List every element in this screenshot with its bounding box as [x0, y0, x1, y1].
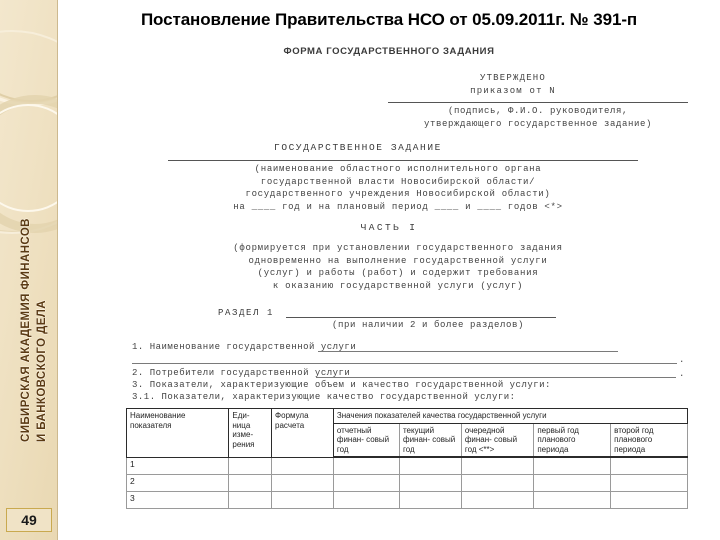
- table-row: [127, 457, 688, 475]
- table-header-group: Значения показателей качества государственной услуги: [333, 409, 687, 424]
- form-heading: ФОРМА ГОСУДАРСТВЕННОГО ЗАДАНИЯ: [283, 46, 495, 57]
- table-subheader-plan-year-2: второй год планового периода: [611, 423, 688, 457]
- section-rule: [286, 317, 556, 318]
- signature-caption-line-2: утверждающего государственное задание): [423, 118, 653, 129]
- state-task-caption-line-2: государственной власти Новосибирской области/: [260, 176, 536, 187]
- table-cell: [399, 475, 461, 492]
- table-header-name: Наименование показателя: [127, 409, 229, 458]
- table-subheader-next-year: очередной финан- совый год <**>: [461, 423, 534, 457]
- table-header-unit: Еди- ница изме- рения: [229, 409, 272, 458]
- table-cell: [611, 492, 688, 509]
- list-item: 3.1. Показатели, характеризующие качество государственной услуги:: [132, 392, 516, 402]
- fill-period-2: .: [679, 369, 685, 379]
- table-row: [127, 492, 688, 509]
- list-item: 1. Наименование государственной услуги: [132, 342, 357, 352]
- state-task-caption-line-3: государственного учреждения Новосибирской области): [245, 189, 551, 199]
- fill-rule-1a: [318, 351, 618, 352]
- table-cell: [534, 492, 611, 509]
- table-subheader-reporting-year: отчетный финан- совый год: [333, 423, 399, 457]
- list-item: 3. Показатели, характеризующие объем и качество государственной услуги:: [132, 380, 551, 390]
- approval-line-2: приказом от N: [470, 85, 556, 96]
- page-title: Постановление Правительства НСО от 05.09.2011г. № 391-п: [140, 10, 638, 29]
- institution-name-line1: СИБИРСКАЯ АКАДЕМИЯ ФИНАНСОВ: [20, 218, 32, 442]
- institution-name: [0, 150, 58, 450]
- indicators-table: [126, 408, 688, 509]
- table-cell: [333, 475, 399, 492]
- table-cell: [272, 457, 334, 475]
- table-cell: [272, 492, 334, 509]
- fill-rule-1b: [132, 363, 677, 364]
- part-note-line-1: (формируется при установлении государственного задания: [233, 243, 563, 253]
- table-cell: [272, 475, 334, 492]
- table-subheader-current-year: текущий финан- совый год: [399, 423, 461, 457]
- table-cell: [229, 457, 272, 475]
- table-cell: [534, 475, 611, 492]
- list-item: 2. Потребители государственной услуги: [132, 368, 351, 378]
- part-note-line-4: к оказанию государственной услуги (услуг): [272, 280, 524, 291]
- state-task-title: ГОСУДАРСТВЕННОЕ ЗАДАНИЕ: [274, 142, 442, 153]
- approval-line-1: УТВЕРЖДЕНО: [479, 73, 546, 83]
- table-cell: [611, 475, 688, 492]
- table-row-number: 2: [127, 475, 229, 492]
- swirl-arc-2: [0, 0, 58, 102]
- table-header-row-1: [127, 409, 688, 424]
- part-note-line-3: (услуг) и работы (работ) и содержит требования: [257, 268, 539, 278]
- table-cell: [229, 475, 272, 492]
- table-cell: [333, 457, 399, 475]
- signature-caption-line-1: (подпись, Ф.И.О. руководителя,: [447, 106, 629, 116]
- part-title: ЧАСТЬ I: [360, 222, 418, 233]
- table-cell: [333, 492, 399, 509]
- table-cell: [229, 492, 272, 509]
- document-scan: [58, 40, 720, 540]
- section-note: (при наличии 2 и более разделов): [331, 320, 525, 330]
- institution-name-line2: И БАНКОВСКОГО ДЕЛА: [36, 300, 48, 442]
- table-header-formula: Формула расчета: [272, 409, 334, 458]
- approval-block: [388, 72, 638, 97]
- part-note-line-2: одновременно на выполнение государственной услуги: [248, 255, 548, 266]
- section-label: РАЗДЕЛ 1: [218, 308, 275, 318]
- table-cell: [399, 457, 461, 475]
- table-row-number: 3: [127, 492, 229, 509]
- state-task-caption: [118, 163, 678, 213]
- table-row: [127, 475, 688, 492]
- table-cell: [534, 457, 611, 475]
- table-subheader-plan-year-1: первый год планового периода: [534, 423, 611, 457]
- signature-rule: [388, 102, 688, 103]
- table-cell: [611, 457, 688, 475]
- state-task-rule: [168, 160, 638, 161]
- table-cell: [461, 475, 534, 492]
- table-row-number: 1: [127, 457, 229, 475]
- signature-caption: [358, 105, 718, 130]
- table-cell: [399, 492, 461, 509]
- fill-period-1: .: [679, 355, 685, 365]
- state-task-caption-line-4: на ____ год и на плановый период ____ и ____ годов <*>: [233, 201, 563, 212]
- part-note: [118, 242, 678, 292]
- state-task-caption-line-1: (наименование областного исполнительного органа: [254, 164, 542, 174]
- fill-rule-2a: [316, 377, 676, 378]
- table-cell: [461, 457, 534, 475]
- table-cell: [461, 492, 534, 509]
- page-number-badge: 49: [6, 508, 52, 532]
